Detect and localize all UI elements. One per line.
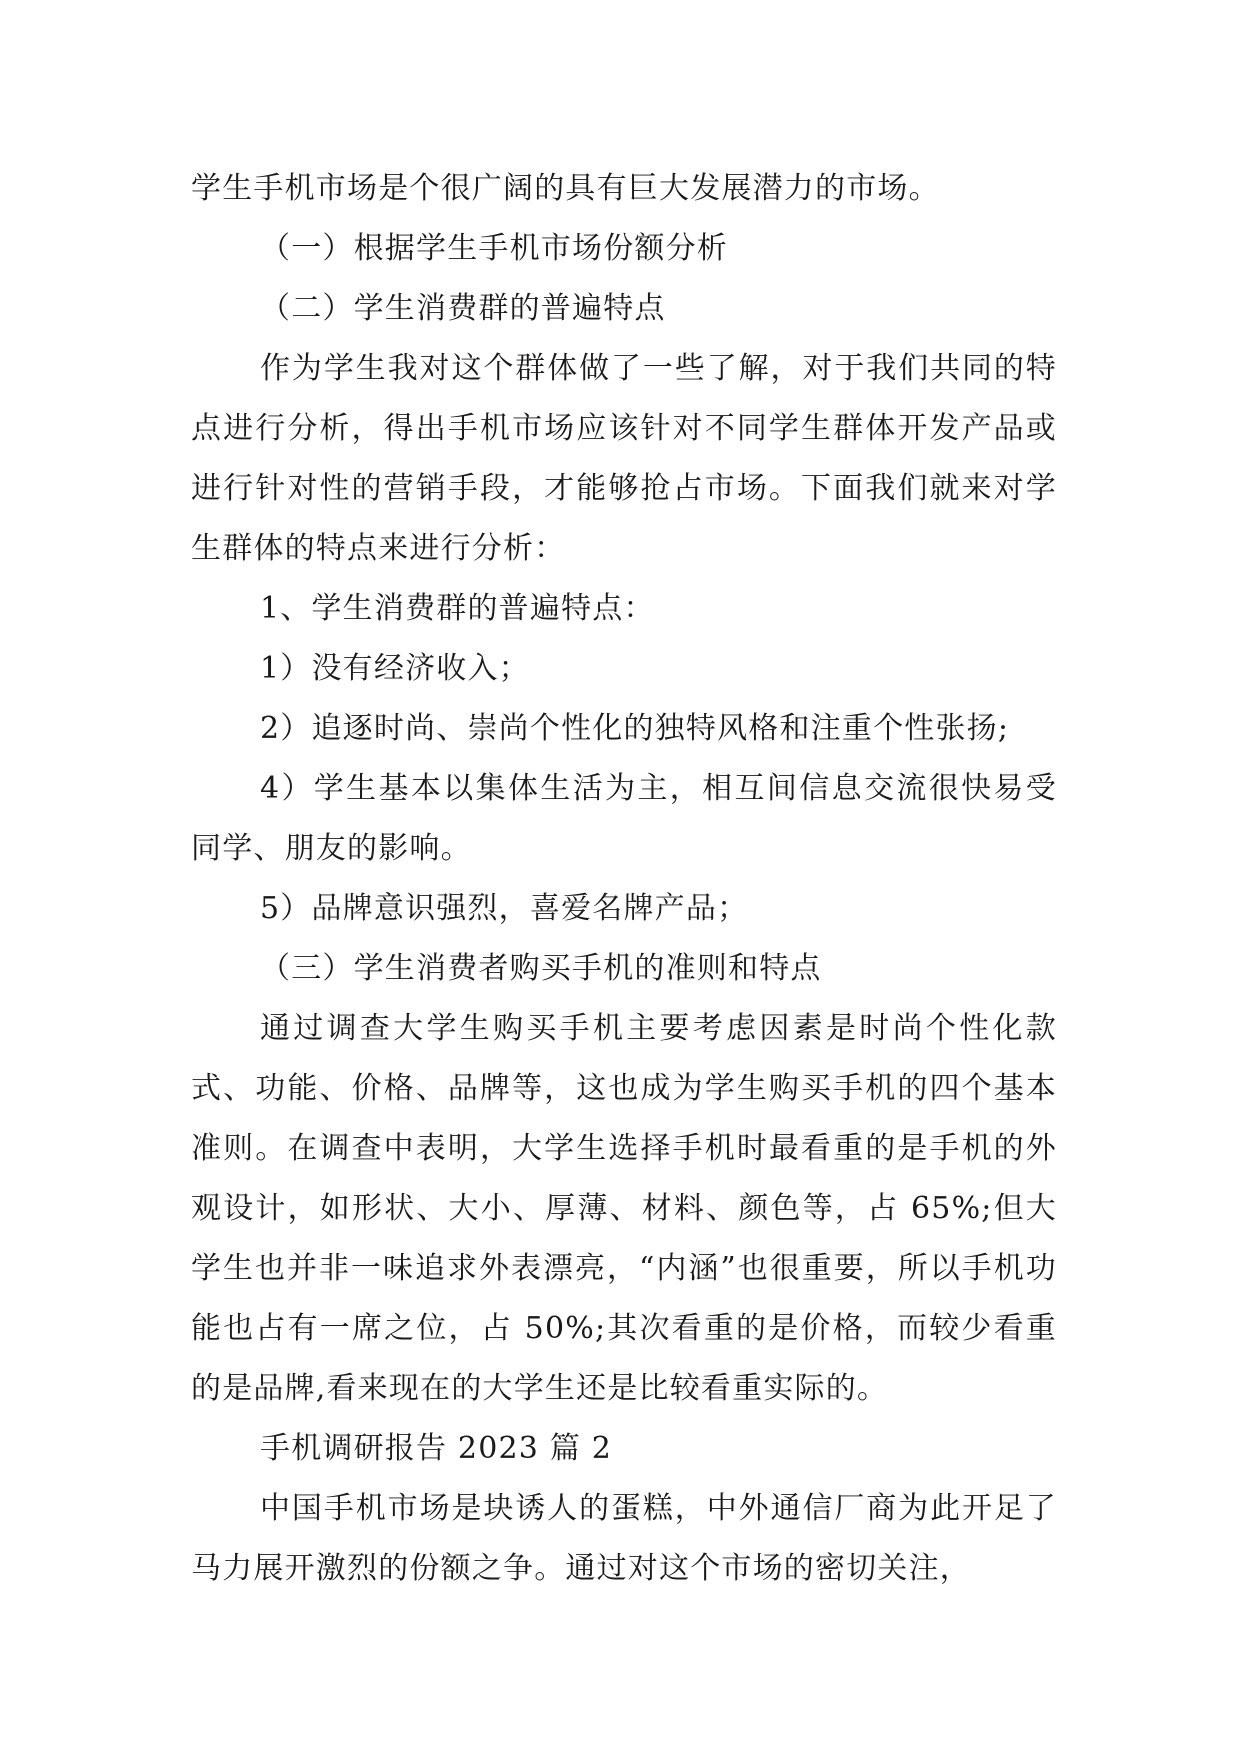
document-body (191, 159, 1057, 1599)
paragraph-group-analysis: 作为学生我对这个群体做了一些了解，对于我们共同的特点进行分析，得出手机市场应该针对不同学生群体开发产品或进行针对性的营销手段，才能够抢占市场。下面我们就来对学生群体的特点来进行分析： (191, 351, 1057, 566)
section-heading-3: （三）学生消费者购买手机的准则和特点 (260, 951, 822, 986)
list-item-2: 2）追逐时尚、崇尚个性化的独特风格和注重个性张扬; (260, 711, 1010, 746)
section-heading-1: （一）根据学生手机市场份额分析 (260, 231, 728, 266)
report-title-part-2: 手机调研报告 2023 篇 2 (260, 1431, 613, 1466)
list-item-1: 1）没有经济收入； (260, 651, 530, 686)
list-item-4: 4）学生基本以集体生活为主，相互间信息交流很快易受同学、朋友的影响。 (191, 771, 1057, 866)
paragraph-survey: 通过调查大学生购买手机主要考虑因素是时尚个性化款式、功能、价格、品牌等，这也成为学生购买手机的四个基本准则。在调查中表明，大学生选择手机时最看重的是手机的外观设计，如形状、大小、厚薄、材料、颜色等，占 65%;但大学生也并非一味追求外表漂亮，“内涵”也很重要，所以手机功能也占有一席之位，占 50%;其次看重的是价格，而较少看重的是品牌,看来现在的大学生还是比较看重实际的。 (191, 1011, 1057, 1406)
list-item-5: 5）品牌意识强烈，喜爱名牌产品； (260, 891, 749, 926)
section-heading-2: （二）学生消费群的普遍特点 (260, 291, 666, 326)
list-heading-features: 1、学生消费群的普遍特点： (260, 591, 655, 626)
paragraph-market: 中国手机市场是块诱人的蛋糕，中外通信厂商为此开足了马力展开激烈的份额之争。通过对这个市场的密切关注， (191, 1491, 1057, 1586)
paragraph-intro: 学生手机市场是个很广阔的具有巨大发展潜力的市场。 (191, 171, 940, 206)
